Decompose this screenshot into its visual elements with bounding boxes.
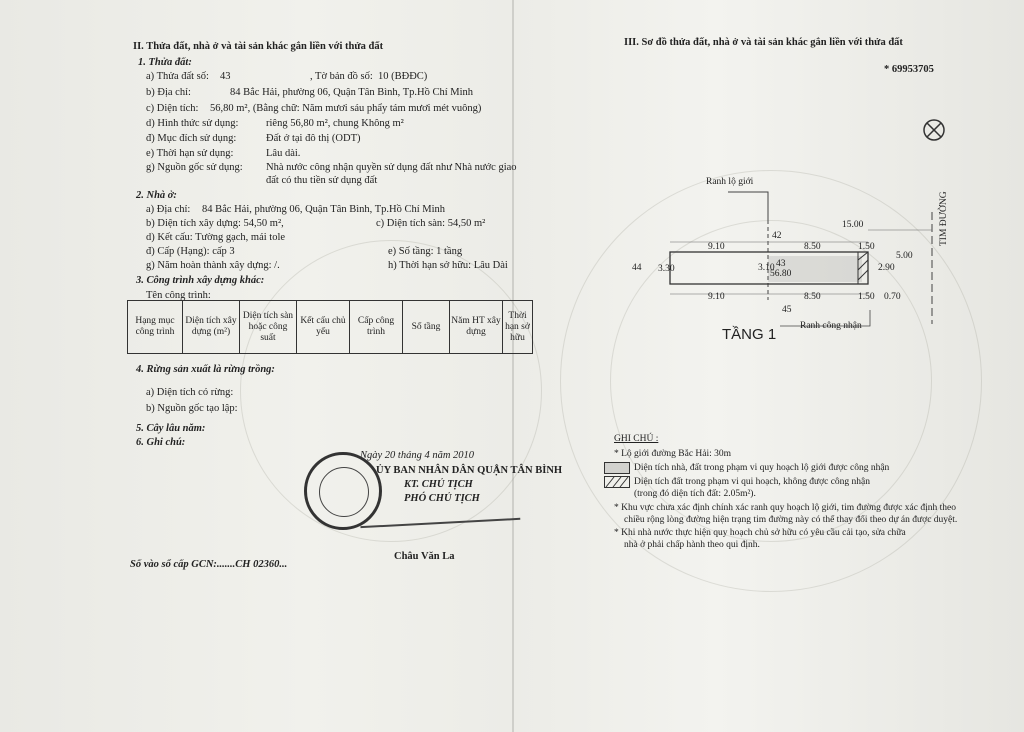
use-form-value: riêng 56,80 m², chung Không m² xyxy=(266,118,404,129)
forest-heading: 4. Rừng sản xuất là rừng trồng: xyxy=(136,364,275,375)
legend-note-5b: nhà ở phải chấp hành theo qui định. xyxy=(624,540,760,550)
legend-swatch-unrecognized xyxy=(604,476,630,488)
use-term-label: e) Thời hạn sử dụng: xyxy=(146,148,234,159)
lot-number-label: a) Thửa đất số: xyxy=(146,71,209,82)
use-term-value: Lâu dài. xyxy=(266,148,301,159)
area-label: c) Diện tích: xyxy=(146,103,199,114)
house-ownership-term: h) Thời hạn sở hữu: Lâu Dài xyxy=(388,260,508,271)
forest-area-label: a) Diện tích có rừng: xyxy=(146,387,234,398)
dim-bottom-150: 1.50 xyxy=(858,292,875,302)
lot-number-diagram: 43 xyxy=(776,259,786,269)
neighbor-lot-44: 44 xyxy=(632,263,642,273)
table-header: Thời hạn sở hữu xyxy=(503,301,533,354)
perennial-heading: 5. Cây lâu năm: xyxy=(136,423,206,434)
dim-070: 0.70 xyxy=(884,292,901,302)
lot-area-diagram: 56.80 xyxy=(770,269,792,279)
work-name-label: Tên công trình: xyxy=(146,290,211,301)
neighbor-lot-45: 45 xyxy=(782,305,792,315)
legend-note-4b: chiều rộng lòng đường hiện trạng tim đường này có thể thay đổi theo dự án được duyệt. xyxy=(624,515,958,525)
address-value: 84 Bắc Hải, phường 06, Quận Tân Bình, Tp.Hồ Chí Minh xyxy=(230,87,474,98)
road-boundary-label: Ranh lộ giới xyxy=(706,177,754,187)
signer-name: Châu Văn La xyxy=(394,551,455,562)
house-build-area: b) Diện tích xây dựng: 54,50 m², xyxy=(146,218,284,229)
dim-500: 5.00 xyxy=(896,251,913,261)
recognized-boundary-label: Ranh công nhận xyxy=(800,321,862,331)
dim-bottom-910: 9.10 xyxy=(708,292,725,302)
notes-heading: 6. Ghi chú: xyxy=(136,437,186,448)
dim-330: 3.30 xyxy=(658,264,675,274)
no-sign-icon xyxy=(920,116,948,144)
origin-label: g) Nguồn gốc sử dụng: xyxy=(146,162,243,173)
on-behalf-chairman: KT. CHỦ TỊCH xyxy=(404,479,473,490)
house-address-label: a) Địa chỉ: xyxy=(146,204,191,215)
table-header: Số tầng xyxy=(403,301,450,354)
map-sheet-value: 10 (BĐĐC) xyxy=(378,71,428,82)
legend-title: GHI CHÚ : xyxy=(614,434,659,444)
table-header: Hạng mục công trình xyxy=(128,301,183,354)
use-purpose-value: Đất ở tại đô thị (ODT) xyxy=(266,133,361,144)
table-header: Cấp công trình xyxy=(350,301,403,354)
legend-note-2: Diện tích nhà, đất trong phạm vi quy hoạch lộ giới được công nhận xyxy=(634,463,890,473)
dim-top-850: 8.50 xyxy=(804,242,821,252)
dim-290: 2.90 xyxy=(878,263,895,273)
legend-note-4: * Khu vực chưa xác định chính xác ranh quy hoạch lộ giới, tim đường được xác định theo xyxy=(614,503,956,513)
legend-swatch-recognized xyxy=(604,462,630,474)
land-section-heading: 1. Thửa đất: xyxy=(138,57,192,68)
floor-label: TẦNG 1 xyxy=(722,326,777,343)
house-grade: đ) Cấp (Hạng): cấp 3 xyxy=(146,246,235,257)
dim-top-910: 9.10 xyxy=(708,242,725,252)
map-sheet-label: , Tờ bản đồ số: xyxy=(310,71,373,82)
address-label: b) Địa chỉ: xyxy=(146,87,191,98)
legend-note-5: * Khi nhà nước thực hiện quy hoạch chủ sở hữu có yêu cầu cải tạo, sửa chữa xyxy=(614,528,906,538)
vice-chairman-title: PHÓ CHỦ TỊCH xyxy=(404,493,480,504)
issuing-authority: ỦY BAN NHÂN DÂN QUẬN TÂN BÌNH xyxy=(376,465,563,476)
dim-310: 3.10 xyxy=(758,263,775,273)
house-section-heading: 2. Nhà ở: xyxy=(136,190,177,201)
use-form-label: d) Hình thức sử dụng: xyxy=(146,118,239,129)
table-header: Kết cấu chủ yếu xyxy=(297,301,350,354)
dim-top-150: 1.50 xyxy=(858,242,875,252)
table-header: Diện tích sàn hoặc công suất xyxy=(240,301,297,354)
origin-value-line1: Nhà nước công nhận quyền sử dụng đất như Nhà nước giao xyxy=(266,162,517,173)
area-value: 56,80 m², (Bằng chữ: Năm mươi sáu phẩy tám mươi mét vuông) xyxy=(210,103,482,114)
legend-note-3b: (trong đó diện tích đất: 2.05m²). xyxy=(634,489,756,499)
other-works-heading: 3. Công trình xây dựng khác: xyxy=(136,275,265,286)
house-floors: e) Số tầng: 1 tầng xyxy=(388,246,463,257)
house-completion-year: g) Năm hoàn thành xây dựng: /. xyxy=(146,260,280,271)
house-structure: d) Kết cấu: Tường gạch, mái tole xyxy=(146,232,286,243)
table-header: Diện tích xây dựng (m²) xyxy=(183,301,240,354)
dim-bottom-850: 8.50 xyxy=(804,292,821,302)
forest-origin-label: b) Nguồn gốc tạo lập: xyxy=(146,403,238,414)
issue-date: Ngày 20 tháng 4 năm 2010 xyxy=(360,450,475,461)
legend-note-1: * Lộ giới đường Bắc Hải: 30m xyxy=(614,449,732,459)
legend-note-3: Diện tích đất trong phạm vi qui hoạch, không được công nhận xyxy=(634,477,871,487)
section-ii-title: II. Thửa đất, nhà ở và tài sản khác gắn liền với thửa đất xyxy=(133,41,384,52)
centerline-label: TIM ĐƯỜNG xyxy=(939,191,949,246)
registry-number: Số vào sổ cấp GCN:.......CH 02360... xyxy=(130,559,288,570)
lot-number-value: 43 xyxy=(220,71,231,82)
other-works-table xyxy=(127,300,533,354)
watermark-circle-left xyxy=(240,240,542,542)
serial-number: * 69953705 xyxy=(884,64,934,75)
house-floor-area: c) Diện tích sàn: 54,50 m² xyxy=(376,218,486,229)
table-header: Năm HT xây dựng xyxy=(450,301,503,354)
road-boundary-leader xyxy=(728,192,768,220)
origin-value-line2: đất có thu tiền sử dụng đất xyxy=(266,175,378,186)
section-iii-title: III. Sơ đồ thửa đất, nhà ở và tài sản khác gắn liền với thửa đất xyxy=(624,37,903,48)
use-purpose-label: đ) Mục đích sử dụng: xyxy=(146,133,237,144)
house-address-value: 84 Bắc Hải, phường 06, Quận Tân Bình, Tp.Hồ Chí Minh xyxy=(202,204,446,215)
dim-total-length: 15.00 xyxy=(842,220,864,230)
neighbor-lot-42: 42 xyxy=(772,231,782,241)
